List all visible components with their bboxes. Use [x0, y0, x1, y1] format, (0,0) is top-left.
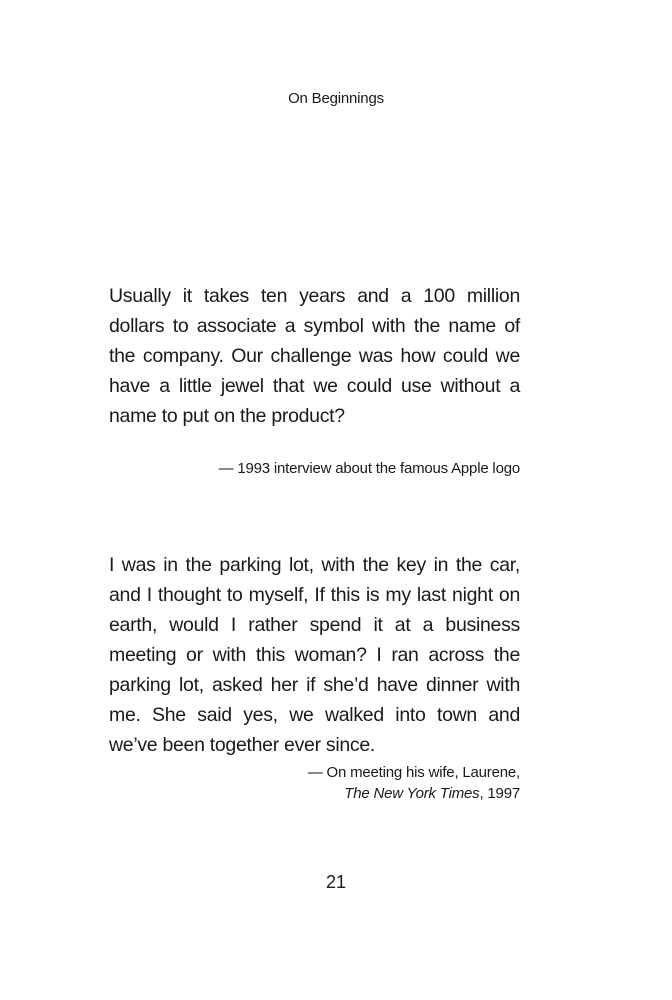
running-head: On Beginnings — [288, 90, 384, 107]
quote-text: I was in the parking lot, with the key in the car, and I thought to myself, If this is my last night on earth, would I rather spend it at a business meeting or with this woman? I ran across the parking lot, asked her if she’d have dinner with me. She said yes, we walked into town and we’ve been together ever since. — [109, 554, 520, 756]
attribution-source-line — [308, 783, 520, 804]
quote-text: Usually it takes ten years and a 100 million dollars to associate a symbol with the name of the company. Our challenge was how could we have a little jewel that we could use without a name to put on the product? — [109, 285, 520, 427]
page-number: 21 — [325, 872, 347, 892]
quote-attribution: — 1993 interview about the famous Apple logo — [218, 460, 520, 477]
publication-year: , 1997 — [479, 785, 520, 802]
attribution-line: — On meeting his wife, Laurene, — [307, 764, 520, 781]
quote-attribution — [308, 762, 520, 804]
publication-title: The New York Times — [344, 785, 480, 802]
